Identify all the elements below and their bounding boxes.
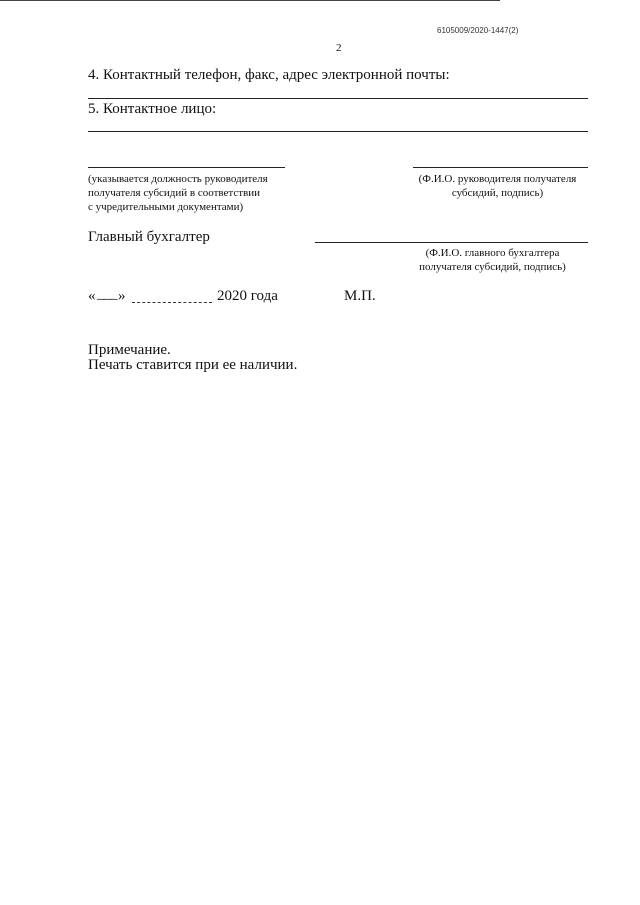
contact-person-fill-line [88,131,588,132]
note-text: Печать ставится при ее наличии. [88,357,298,373]
date-quote-open: « [88,288,96,304]
stamp-place-label: М.П. [344,288,376,304]
contact-person-label: 5. Контактное лицо: [88,101,217,117]
head-name-line [413,167,588,168]
date-quote-close: » [118,288,126,304]
page-number: 2 [336,42,342,54]
contacts-fill-line [88,98,588,99]
head-position-note-line-1: (указывается должность руководителя [88,173,268,185]
head-name-note-line-2: субсидий, подпись) [451,187,544,199]
head-name-note-line-1: (Ф.И.О. руководителя получателя [418,173,577,185]
head-position-note-line-3: с учредительными документами) [88,201,244,213]
head-position-note-line-2: получателя субсидий в соответствии [88,187,261,199]
date-year-text: 2020 года [217,288,278,304]
note-title: Примечание. [88,342,171,358]
chief-accountant-line [315,242,588,243]
chief-accountant-note-line-2: получателя субсидий, подпись) [419,261,566,273]
head-position-line [88,167,285,168]
head-name-note [400,172,595,200]
contacts-label: 4. Контактный телефон, факс, адрес электронной почты: [88,67,450,83]
chief-accountant-note [395,246,590,274]
document-id: 6105009/2020-1447(2) [437,26,519,35]
date-day-blank: ___ [97,286,117,302]
chief-accountant-label: Главный бухгалтер [88,229,210,245]
head-position-note [88,172,268,214]
top-edge-rule [0,0,500,1]
chief-accountant-note-line-1: (Ф.И.О. главного бухгалтера [425,247,560,259]
date-month-blank [132,302,212,303]
